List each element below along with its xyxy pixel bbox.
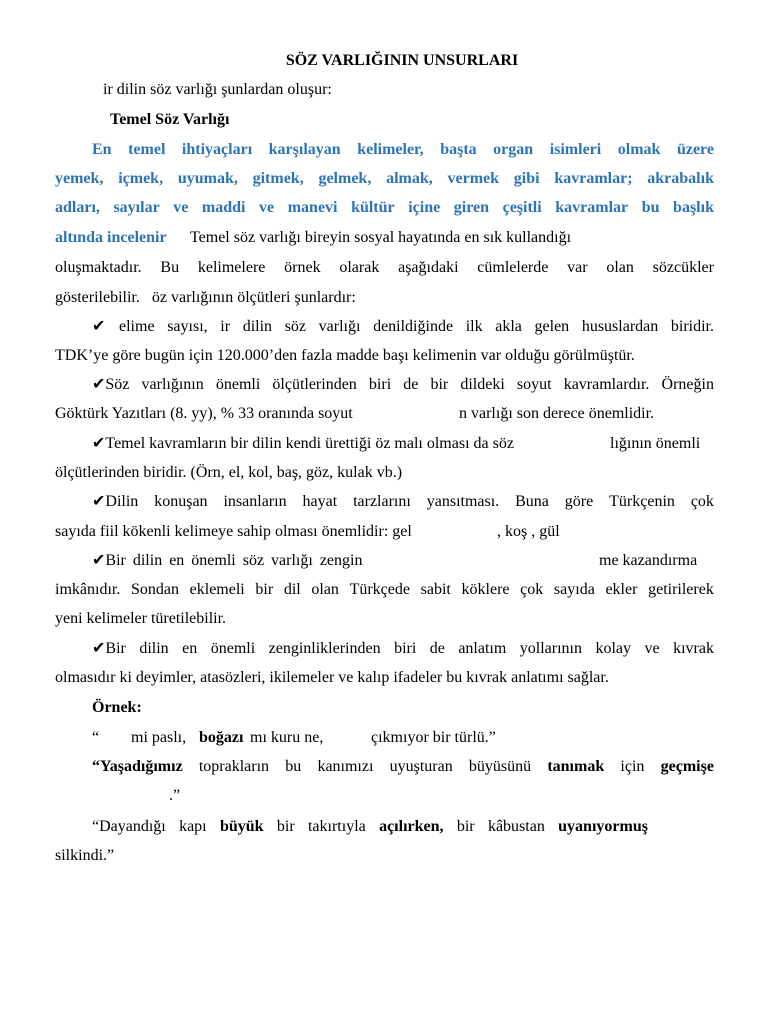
word: akrabalık [647,170,714,187]
quote-3-word: kâbustan [487,818,545,835]
word: cümlelerde [477,259,549,276]
word: önemli [215,376,261,393]
word: biridir. [670,318,714,335]
quote-2-line-2: .” [169,787,181,804]
word: kelimeler, [357,141,424,158]
word: üzere [676,141,714,158]
word: ✔Dilin [92,493,139,510]
word: örnek [284,259,321,276]
criterion-2-line-2a: Göktürk Yazıtları (8. yy), % 33 oranında soyut [55,405,353,422]
word: dilin [139,640,169,657]
document-title: SÖZ VARLIĞININ UNSURLARI [285,52,519,69]
quote-2-word: geçmişe [660,758,714,775]
word: dildeki [460,376,505,393]
quote-3-word: açılırken, [379,818,444,835]
word: çok [520,581,544,598]
word: getirilerek [648,581,714,598]
quote-1-part-a: mi paslı, [131,729,187,746]
criterion-5-line-1a: ✔Bir dilin en önemli söz varlığı zengin [92,552,363,569]
word: ✔Bir [92,640,126,657]
word: manevi [287,199,338,216]
word: yansıtması. [426,493,500,510]
word: ve [173,199,189,216]
example-label: Örnek: [92,699,142,716]
criterion-2-line-1 [92,375,714,395]
quote-3-line-1 [92,817,648,837]
word: olan [606,259,634,276]
word: sayıda [553,581,595,598]
word: kıvrak [673,640,714,657]
word: biri [394,640,417,657]
intro-text: ir dilin söz varlığı şunlardan oluşur: [103,81,332,98]
word: temel [128,141,166,158]
quote-2-word: toprakların [198,758,270,775]
quote-1-part-d: çıkmıyor bir türlü.” [371,729,496,746]
quote-2-word: için [620,758,645,775]
paragraph-line-5 [55,258,714,278]
criterion-3-line-1a: ✔Temel kavramların bir dilin kendi ürettiği öz malı olması da söz [92,435,514,452]
word: zenginliklerinden [268,640,381,657]
word: çok [690,493,714,510]
word: elime [119,318,155,335]
word: isimleri [549,141,602,158]
word: köklere [461,581,510,598]
quote-3-word: kapı [179,818,207,835]
word: tarzlarını [353,493,411,510]
word: Sondan [130,581,179,598]
word: Türkçenin [609,493,675,510]
word: içmek, [118,170,164,187]
word: biri [368,376,392,393]
word: ir [220,318,231,335]
word: gibi [513,170,540,187]
word: sözcükler [652,259,714,276]
word: oluşmaktadır. [55,259,142,276]
word: anlatım [458,640,507,657]
word: de [403,376,419,393]
word: hususlardan [581,318,659,335]
word: sabit [420,581,451,598]
quote-3-line-2: silkindi.” [55,847,115,864]
word: imkânıdır. [55,581,121,598]
word: ve [259,199,275,216]
word: ölçütlerinden [272,376,357,393]
word: gelen [534,318,570,335]
word: ihtiyaçları [181,141,253,158]
definition-line-4-blue: altında incelenir [55,229,167,246]
word: dil [283,581,301,598]
quote-1-part-b: boğazı [199,729,244,746]
word: Örneğin [661,376,714,393]
quote-2-word: “Yaşadığımız [92,758,183,775]
word: akla [495,318,522,335]
word: eklemeli [189,581,245,598]
word: adları, [55,199,100,216]
word: olmak [617,141,661,158]
criterion-6-line-2: olmasıdır ki deyimler, atasözleri, ikilemeler ve kalıp ifadeler bu kıvrak anlatımı sağlar. [55,669,609,686]
word: bir [430,376,449,393]
word: gitmek, [252,170,304,187]
word: Türkçede [349,581,410,598]
word: bir [255,581,274,598]
criterion-4-line-1 [92,492,714,512]
word: varlığının [141,376,204,393]
word: En [92,141,112,158]
word: yollarının [519,640,582,657]
word: insanların [223,493,287,510]
quote-2-word: tanımak [547,758,605,775]
word: denildiğinde [373,318,454,335]
quote-3-word: büyük [219,818,264,835]
criterion-5-line-2 [55,580,714,600]
word: organ [493,141,534,158]
quote-3-word: uyanıyormuş [558,818,648,835]
word: Buna [515,493,549,510]
definition-line-4-rest: Temel söz varlığı bireyin sosyal hayatında en sık kullandığı [190,229,572,246]
word: almak, [386,170,433,187]
word: ilk [465,318,483,335]
word: ✔Söz [92,376,130,393]
word: soyut [516,376,552,393]
quote-3-word: “Dayandığı [92,818,166,835]
word: ve [644,640,660,657]
definition-line-2 [55,169,714,189]
word: çeşitli [502,199,542,216]
word: en [182,640,198,657]
word: karşılayan [268,141,341,158]
word: başta [440,141,477,158]
criterion-4-line-2a: sayıda fiil kökenli kelimeye sahip olması önemlidir: gel [55,523,412,540]
word: göre [564,493,594,510]
quote-2-word: büyüsünü [468,758,532,775]
word: kolay [595,640,632,657]
word: sayısı, [167,318,208,335]
word: içine [408,199,441,216]
word: vermek [447,170,500,187]
quote-2-word: kanımızı [317,758,374,775]
word: sayılar [113,199,160,216]
criterion-4-line-2b: , koş , gül [497,523,560,540]
quote-2-word: uyuşturan [389,758,453,775]
word: de [429,640,445,657]
word: hayat [302,493,338,510]
checkmark-icon: ✔ [92,318,106,335]
criterion-2-line-2b: n varlığı son derece önemlidir. [459,405,655,422]
criterion-1-line-1 [119,317,714,337]
paragraph-line-6: gösterilebilir. öz varlığının ölçütleri şunlardır: [55,289,356,306]
word: ekler [605,581,638,598]
word: olan [311,581,339,598]
quote-3-word: bir [276,818,295,835]
word: kavramlar; [554,170,633,187]
quote-3-word: bir [456,818,475,835]
word: Bu [160,259,180,276]
word: varlığı [318,318,361,335]
word: başlık [673,199,714,216]
quote-2-word: bu [285,758,302,775]
word: var [567,259,588,276]
definition-line-1 [92,140,714,160]
word: yemek, [55,170,104,187]
word: kültür [351,199,395,216]
word: giren [453,199,490,216]
criterion-5-line-1b: me kazandırma [599,552,698,569]
criterion-1-line-2: TDK’ye göre bugün için 120.000’den fazla madde başı kelimenin var olduğu görülmüştür. [55,347,635,364]
word: söz [284,318,307,335]
word: kavramlar [555,199,629,216]
word: kavramlardır. [563,376,650,393]
word: bu [641,199,660,216]
criterion-3-line-1b: lığının önemli [610,435,701,452]
word: uyumak, [177,170,238,187]
quote-1-open: “ [92,729,100,746]
word: kelimelere [197,259,266,276]
criterion-3-line-2: ölçütlerinden biridir. (Örn, el, kol, baş, göz, kulak vb.) [55,464,403,481]
word: önemli [210,640,256,657]
word: dilin [242,318,273,335]
quote-2-line-1 [92,757,714,777]
word: maddi [201,199,246,216]
word: aşağıdaki [398,259,459,276]
definition-line-3 [55,198,714,218]
criterion-5-line-3: yeni kelimeler türetilebilir. [55,610,227,627]
quote-3-word: takırtıyla [307,818,366,835]
word: konuşan [154,493,208,510]
word: gelmek, [318,170,372,187]
word: olarak [339,259,380,276]
quote-1-part-c: mı kuru ne, [250,729,324,746]
criterion-6-line-1 [92,639,714,659]
section-heading: Temel Söz Varlığı [110,111,230,128]
